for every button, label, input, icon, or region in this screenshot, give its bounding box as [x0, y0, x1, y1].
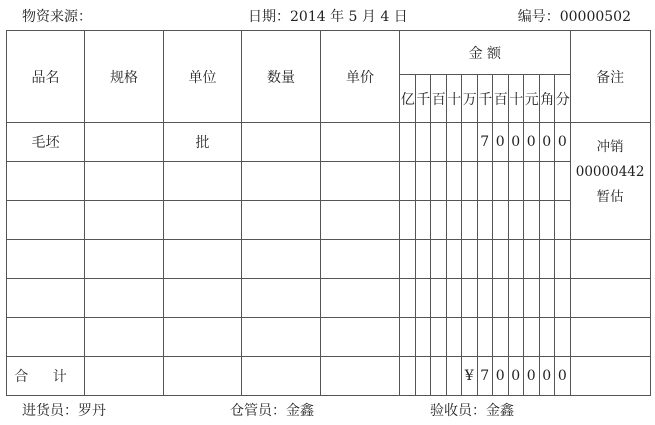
item-unit-cell: 批 — [164, 123, 242, 162]
total-amount-digit-cell: 0 — [555, 357, 571, 396]
item-quantity-cell — [242, 201, 321, 240]
date-label: 日期：2014 年 5 月 4 日 — [248, 9, 408, 25]
amount-digit-cell — [539, 240, 555, 279]
item-unit-cell — [164, 162, 242, 201]
amount-digit-cell — [508, 318, 524, 357]
total-amount-digit-cell: 7 — [477, 357, 493, 396]
amount-digit-cell — [431, 162, 447, 201]
item-name-cell — [7, 201, 85, 240]
total-amount-digit-cell: ¥ — [462, 357, 478, 396]
amount-digit-header: 分 — [555, 75, 571, 123]
item-spec-cell — [85, 201, 164, 240]
table-row — [7, 240, 651, 279]
total-amount-digit-cell: 0 — [524, 357, 540, 396]
amount-digit-cell — [446, 123, 462, 162]
amount-digit-cell — [555, 162, 571, 201]
item-unit-cell — [164, 318, 242, 357]
table-row — [7, 123, 651, 162]
item-spec-cell — [85, 318, 164, 357]
amount-digit-cell — [508, 162, 524, 201]
item-quantity-cell — [242, 318, 321, 357]
amount-digit-cell — [524, 201, 540, 240]
total-empty-cell — [85, 357, 164, 396]
item-spec-cell — [85, 123, 164, 162]
amount-digit-header: 亿 — [400, 75, 416, 123]
amount-digit-cell — [462, 123, 478, 162]
col-header-remark: 备注 — [570, 31, 650, 123]
amount-digit-cell — [415, 123, 431, 162]
item-name-cell — [7, 318, 85, 357]
form-header — [0, 6, 655, 26]
warehouse-keeper-signature: 仓管员：金鑫 — [230, 403, 314, 419]
inspector-signature: 验收员：金鑫 — [430, 403, 514, 419]
item-name-cell — [7, 240, 85, 279]
amount-digit-cell: 0 — [493, 123, 509, 162]
col-header-quantity: 数量 — [242, 31, 321, 123]
amount-digit-cell: 0 — [539, 123, 555, 162]
amount-digit-cell — [431, 279, 447, 318]
amount-digit-cell — [431, 123, 447, 162]
remark-line: 00000442 — [575, 164, 645, 180]
amount-digit-cell: 7 — [477, 123, 493, 162]
item-spec-cell — [85, 162, 164, 201]
amount-digit-cell — [415, 279, 431, 318]
amount-digit-cell — [462, 201, 478, 240]
amount-digit-cell: 0 — [524, 123, 540, 162]
total-amount-digit-cell: 0 — [493, 357, 509, 396]
total-label: 合 计 — [7, 357, 85, 396]
item-spec-cell — [85, 279, 164, 318]
table-row — [7, 162, 651, 201]
amount-digit-cell — [477, 318, 493, 357]
form-footer — [0, 400, 655, 420]
remark-cell — [570, 318, 650, 357]
amount-digit-cell — [493, 318, 509, 357]
amount-digit-cell — [400, 201, 416, 240]
col-header-unit: 单位 — [164, 31, 242, 123]
purchaser-signature: 进货员：罗丹 — [22, 403, 106, 419]
item-name-cell — [7, 162, 85, 201]
amount-digit-cell — [493, 279, 509, 318]
amount-digit-cell — [446, 162, 462, 201]
amount-digit-cell — [555, 279, 571, 318]
item-name-cell — [7, 279, 85, 318]
item-unit-cell — [164, 240, 242, 279]
amount-digit-header: 十 — [508, 75, 524, 123]
item-unit-cell — [164, 279, 242, 318]
total-amount-digit-cell: 0 — [539, 357, 555, 396]
amount-digit-cell — [415, 318, 431, 357]
amount-digit-cell — [446, 279, 462, 318]
amount-digit-cell — [446, 240, 462, 279]
amount-digit-cell — [555, 240, 571, 279]
amount-digit-cell — [539, 279, 555, 318]
amount-digit-cell — [493, 162, 509, 201]
amount-digit-cell — [431, 201, 447, 240]
amount-digit-header: 角 — [539, 75, 555, 123]
item-quantity-cell — [242, 123, 321, 162]
amount-digit-cell — [462, 279, 478, 318]
total-row — [7, 357, 651, 396]
remark-line: 暂估 — [596, 189, 624, 205]
total-amount-digit-cell — [400, 357, 416, 396]
total-amount-digit-cell — [415, 357, 431, 396]
amount-digit-cell — [477, 201, 493, 240]
amount-digit-cell — [524, 162, 540, 201]
item-name-cell: 毛坯 — [7, 123, 85, 162]
total-amount-digit-cell: 0 — [508, 357, 524, 396]
total-empty-cell — [164, 357, 242, 396]
amount-digit-header: 千 — [477, 75, 493, 123]
amount-digit-cell: 0 — [555, 123, 571, 162]
col-header-spec: 规格 — [85, 31, 164, 123]
col-header-name: 品名 — [7, 31, 85, 123]
total-remark-cell — [570, 357, 650, 396]
amount-digit-header: 十 — [446, 75, 462, 123]
document-number: 编号：00000502 — [517, 9, 631, 25]
amount-digit-cell — [415, 201, 431, 240]
amount-digit-header: 万 — [462, 75, 478, 123]
item-price-cell — [321, 123, 400, 162]
item-quantity-cell — [242, 162, 321, 201]
item-quantity-cell — [242, 279, 321, 318]
remark-line: 冲销 — [596, 139, 624, 155]
item-price-cell — [321, 240, 400, 279]
amount-digit-cell — [555, 201, 571, 240]
table-row — [7, 279, 651, 318]
amount-digit-cell — [400, 279, 416, 318]
item-spec-cell — [85, 240, 164, 279]
amount-digit-header: 百 — [493, 75, 509, 123]
table-row — [7, 318, 651, 357]
remark-cell — [570, 240, 650, 279]
total-empty-cell — [242, 357, 321, 396]
amount-digit-cell — [508, 240, 524, 279]
total-amount-digit-cell — [431, 357, 447, 396]
amount-digit-cell — [477, 279, 493, 318]
total-amount-digit-cell — [446, 357, 462, 396]
item-quantity-cell — [242, 240, 321, 279]
amount-digit-cell — [524, 318, 540, 357]
amount-digit-cell — [446, 318, 462, 357]
amount-digit-header: 元 — [524, 75, 540, 123]
amount-digit-cell — [400, 318, 416, 357]
amount-digit-cell — [539, 162, 555, 201]
item-price-cell — [321, 201, 400, 240]
amount-digit-header: 百 — [431, 75, 447, 123]
amount-digit-cell — [400, 123, 416, 162]
amount-digit-cell — [415, 162, 431, 201]
amount-digit-cell — [508, 279, 524, 318]
amount-digit-cell — [446, 201, 462, 240]
item-price-cell — [321, 318, 400, 357]
amount-digit-cell — [462, 162, 478, 201]
material-source-label: 物资来源： — [22, 9, 92, 25]
amount-digit-cell — [524, 240, 540, 279]
amount-digit-cell — [539, 318, 555, 357]
amount-digit-cell — [493, 201, 509, 240]
item-unit-cell — [164, 201, 242, 240]
table-row — [7, 201, 651, 240]
amount-digit-cell: 0 — [508, 123, 524, 162]
amount-digit-cell — [539, 201, 555, 240]
amount-digit-cell — [555, 318, 571, 357]
item-price-cell — [321, 279, 400, 318]
col-header-price: 单价 — [321, 31, 400, 123]
amount-digit-cell — [415, 240, 431, 279]
total-empty-cell — [321, 357, 400, 396]
amount-digit-cell — [524, 279, 540, 318]
amount-digit-cell — [400, 162, 416, 201]
amount-digit-cell — [462, 240, 478, 279]
amount-digit-header: 千 — [415, 75, 431, 123]
amount-digit-cell — [493, 240, 509, 279]
receipt-table — [6, 30, 651, 396]
remark-cell — [570, 123, 650, 240]
col-header-amount: 金 额 — [400, 31, 571, 75]
amount-digit-cell — [508, 201, 524, 240]
amount-digit-cell — [477, 240, 493, 279]
item-price-cell — [321, 162, 400, 201]
amount-digit-cell — [400, 240, 416, 279]
amount-digit-cell — [462, 318, 478, 357]
amount-digit-cell — [431, 240, 447, 279]
amount-digit-cell — [431, 318, 447, 357]
amount-digit-cell — [477, 162, 493, 201]
remark-cell — [570, 279, 650, 318]
